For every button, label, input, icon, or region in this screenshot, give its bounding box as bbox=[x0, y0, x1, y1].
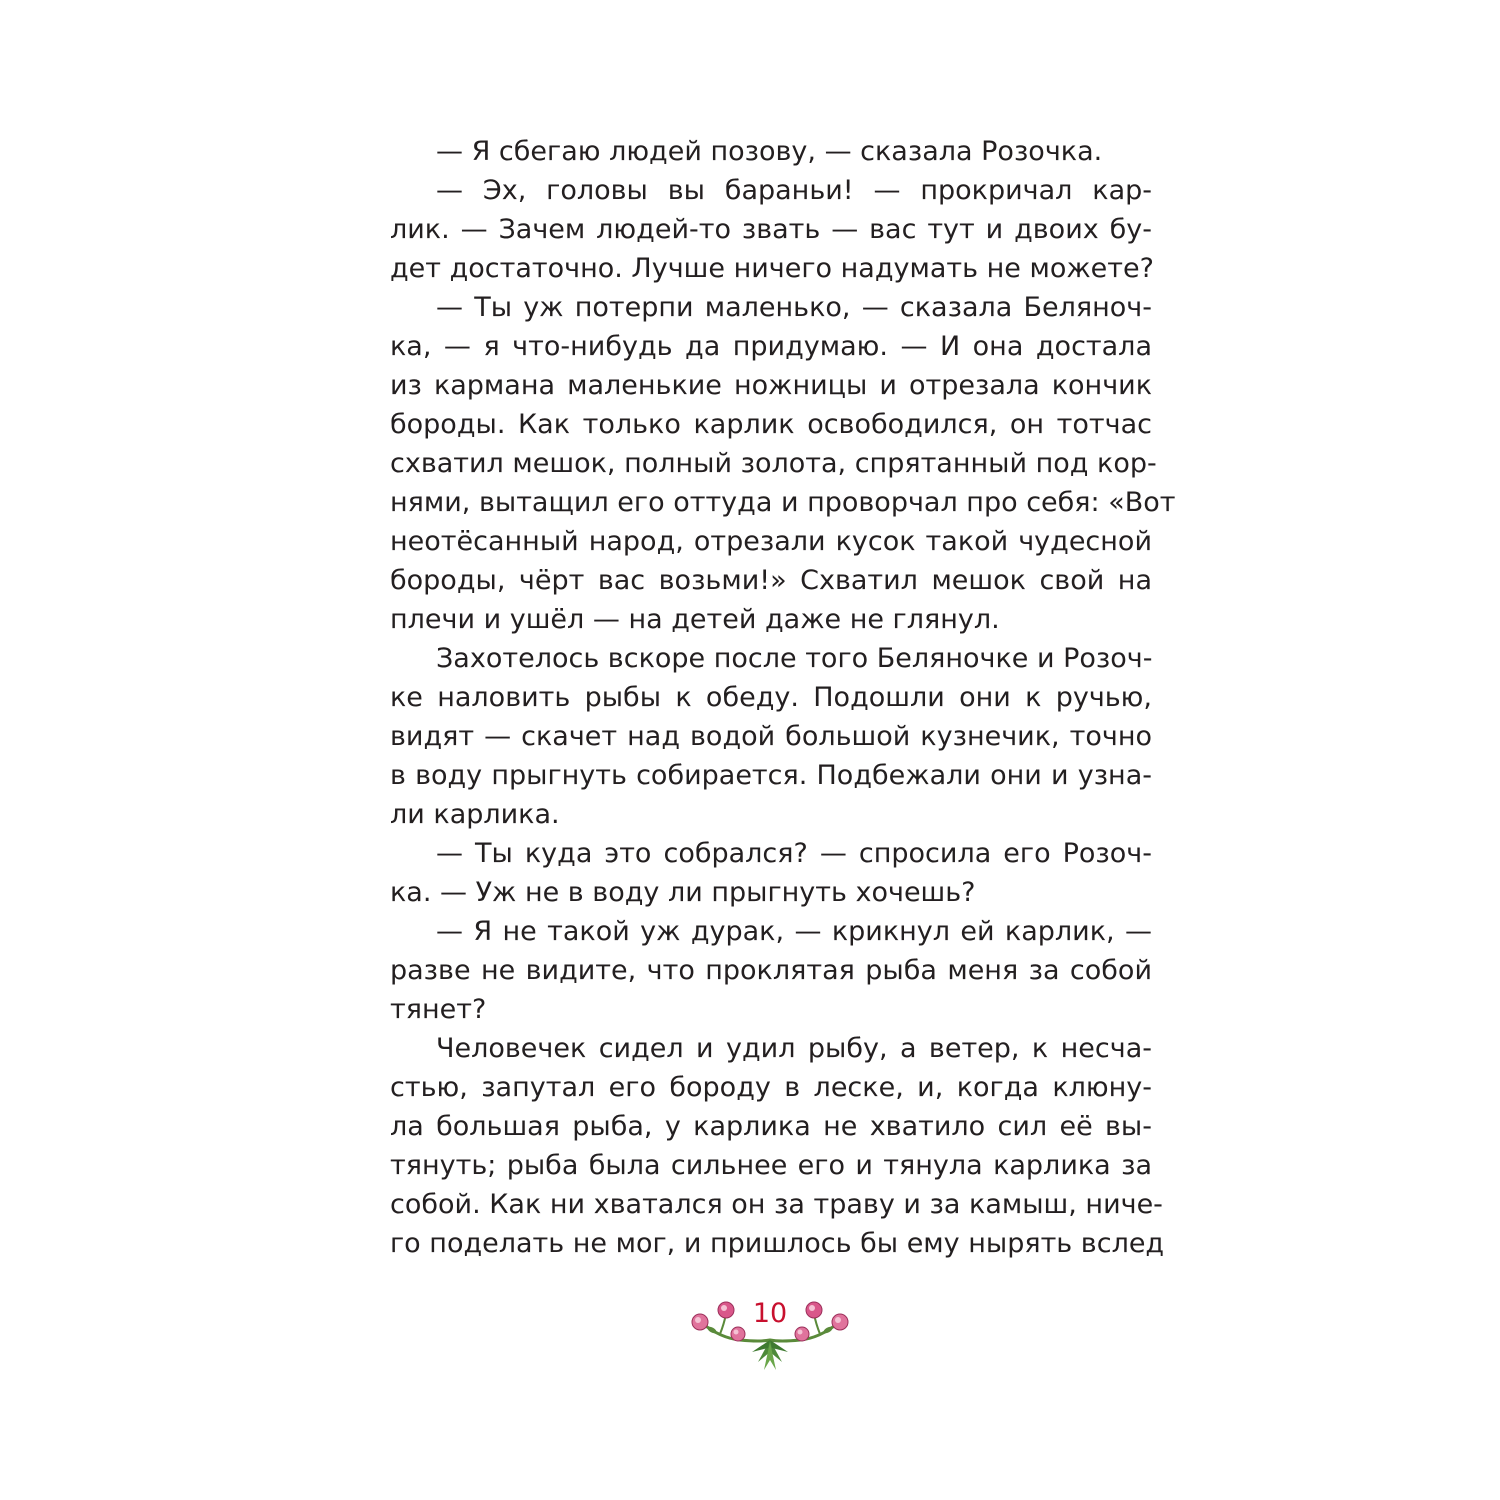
text-line: го поделать не мог, и пришлось бы ему нырять вслед bbox=[390, 1228, 1165, 1259]
text-line: тянуть; рыба была сильнее его и тянула карлика за bbox=[390, 1150, 1152, 1181]
text-line: из кармана маленькие ножницы и отрезала кончик bbox=[390, 370, 1152, 401]
text-line: в воду прыгнуть собирается. Подбежали они и узна- bbox=[390, 760, 1152, 791]
text-line: — Ты уж потерпи маленько, — сказала Беляноч- bbox=[436, 292, 1152, 323]
text-line: схватил мешок, полный золота, спрятанный под кор- bbox=[390, 448, 1157, 479]
text-line: тянет? bbox=[390, 994, 487, 1025]
page-number: 10 bbox=[752, 1298, 788, 1329]
text-line: — Эх, головы вы бараньи! — прокричал кар- bbox=[436, 175, 1152, 206]
text-line: — Я не такой уж дурак, — крикнул ей карлик, — bbox=[436, 916, 1152, 947]
page-body-text bbox=[390, 132, 1176, 1263]
text-line: плечи и ушёл — на детей даже не глянул. bbox=[390, 604, 1000, 635]
text-line: Захотелось вскоре после того Беляночке и Розоч- bbox=[436, 643, 1153, 674]
text-line: бороды, чёрт вас возьми!» Схватил мешок свой на bbox=[390, 565, 1152, 596]
text-line: ке наловить рыбы к обеду. Подошли они к ручью, bbox=[390, 682, 1152, 713]
text-line: стью, запутал его бороду в леске, и, когда клюну- bbox=[390, 1072, 1152, 1103]
text-line: ли карлика. bbox=[390, 799, 560, 830]
text-line: — Я сбегаю людей позову, — сказала Розочка. bbox=[436, 136, 1103, 167]
text-line: ла большая рыба, у карлика не хватило сил её вы- bbox=[390, 1111, 1152, 1142]
text-line: собой. Как ни хватался он за траву и за камыш, ниче- bbox=[390, 1189, 1163, 1220]
text-line: Человечек сидел и удил рыбу, а ветер, к несча- bbox=[436, 1033, 1152, 1064]
text-line: бороды. Как только карлик освободился, он тотчас bbox=[390, 409, 1152, 440]
text-line: разве не видите, что проклятая рыба меня за собой bbox=[390, 955, 1152, 986]
text-line: нями, вытащил его оттуда и проворчал про себя: «Вот bbox=[390, 487, 1176, 518]
text-line: лик. — Зачем людей-то звать — вас тут и двоих бу- bbox=[390, 214, 1152, 245]
text-line: дет достаточно. Лучше ничего надумать не можете? bbox=[390, 253, 1154, 284]
text-line: ка, — я что-нибудь да придумаю. — И она достала bbox=[390, 331, 1152, 362]
text-line: видят — скачет над водой большой кузнечик, точно bbox=[390, 721, 1152, 752]
text-line: ка. — Уж не в воду ли прыгнуть хочешь? bbox=[390, 877, 976, 908]
page-footer bbox=[680, 1290, 860, 1380]
text-line: — Ты куда это собрался? — спросила его Розоч- bbox=[436, 838, 1152, 869]
text-line: неотёсанный народ, отрезали кусок такой чудесной bbox=[390, 526, 1152, 557]
